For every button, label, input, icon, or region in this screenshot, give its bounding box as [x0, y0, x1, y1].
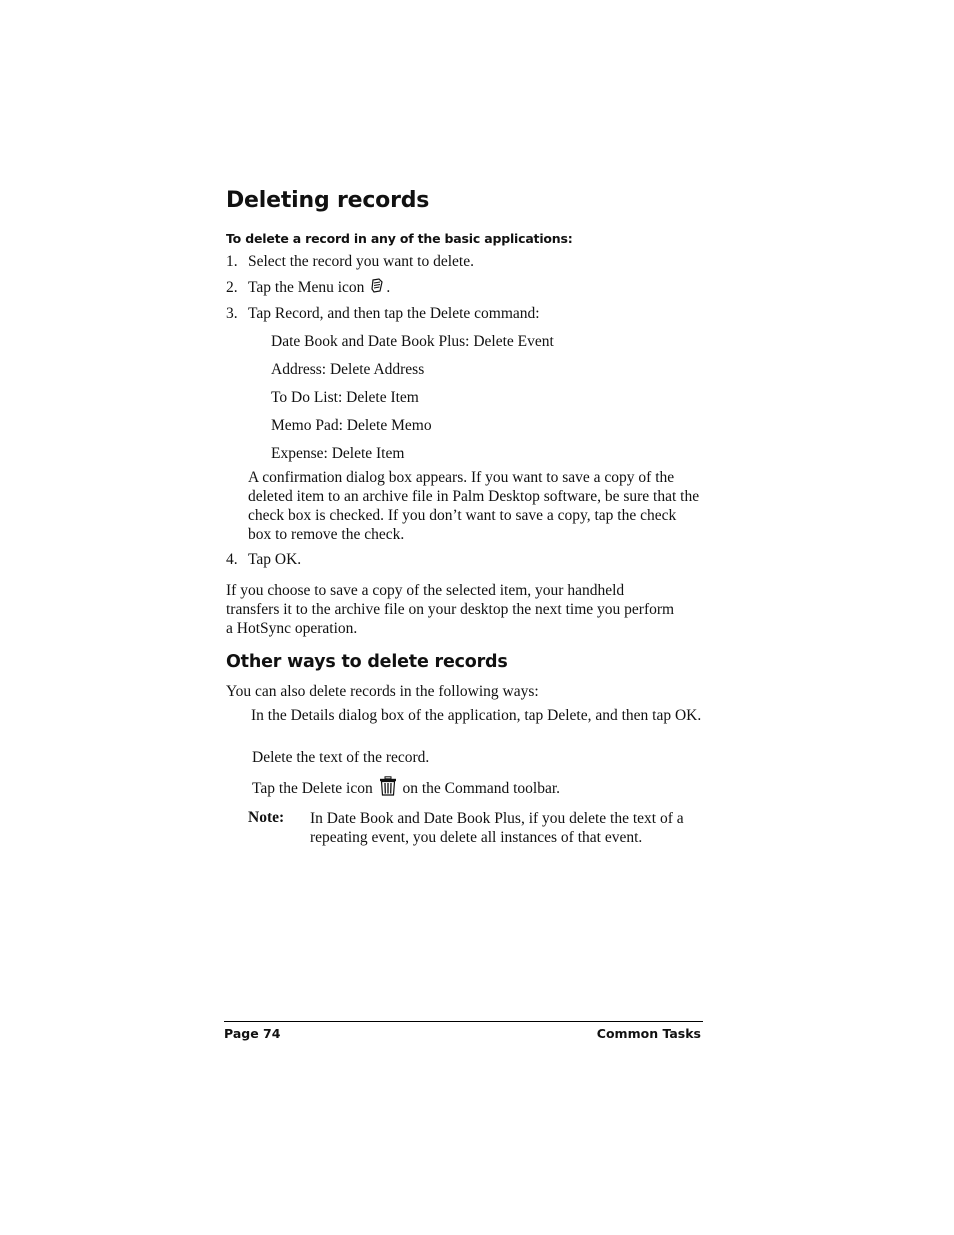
step-3-number: 3. — [226, 305, 238, 322]
step-1-text: Select the record you want to delete. — [248, 253, 474, 270]
way-item-text-after: on the Command toolbar. — [402, 780, 561, 797]
note-text: In Date Book and Date Book Plus, if you delete the text of a repeating event, you delete all instances of that event. — [310, 810, 684, 846]
footer-page-number: Page 74 — [224, 1026, 281, 1041]
step-4-number: 4. — [226, 551, 238, 568]
procedure-title: To delete a record in any of the basic applications: — [226, 231, 573, 246]
step-number: 1. — [226, 253, 238, 270]
step-3-text: Tap Record, and then tap the Delete command: — [248, 305, 540, 322]
step-2-text-before: Tap the Menu icon — [248, 279, 365, 296]
step-2-text-after: . — [386, 279, 391, 296]
way-item — [252, 776, 560, 801]
way-item-text-before: Tap the Delete icon — [252, 780, 373, 797]
note-label: Note: — [248, 809, 285, 826]
archive-paragraph: If you choose to save a copy of the selected item, your handheld transfers it to the archive file on your desktop the next time you perform a HotSync operation. — [226, 582, 675, 637]
command-item: To Do List: Delete Item — [271, 389, 419, 406]
footer-chapter-title: Common Tasks — [596, 1026, 701, 1041]
command-item: Expense: Delete Item — [271, 445, 405, 462]
section-heading: Deleting records — [226, 188, 430, 213]
command-item: Date Book and Date Book Plus: Delete Event — [271, 333, 554, 350]
step-2-text — [248, 278, 390, 299]
command-item: Address: Delete Address — [271, 361, 425, 378]
trash-icon — [379, 776, 397, 801]
subsection-heading: Other ways to delete records — [226, 652, 508, 672]
confirmation-paragraph: A confirmation dialog box appears. If you want to save a copy of the deleted item to an archive file in Palm Desktop software, be sure that the check box is checked. If you don’t want to save a copy, tap the check box to remove the check. — [248, 469, 700, 543]
step-1 — [226, 252, 238, 271]
way-item: Delete the text of the record. — [252, 749, 430, 766]
footer-rule — [224, 1021, 703, 1022]
step-4-text: Tap OK. — [248, 551, 302, 568]
step-2-number: 2. — [226, 279, 238, 296]
command-item: Memo Pad: Delete Memo — [271, 417, 432, 434]
intro-text: You can also delete records in the following ways: — [226, 683, 539, 700]
way-item: In the Details dialog box of the application, tap Delete, and then tap OK. — [251, 707, 702, 724]
menu-icon — [370, 278, 384, 299]
